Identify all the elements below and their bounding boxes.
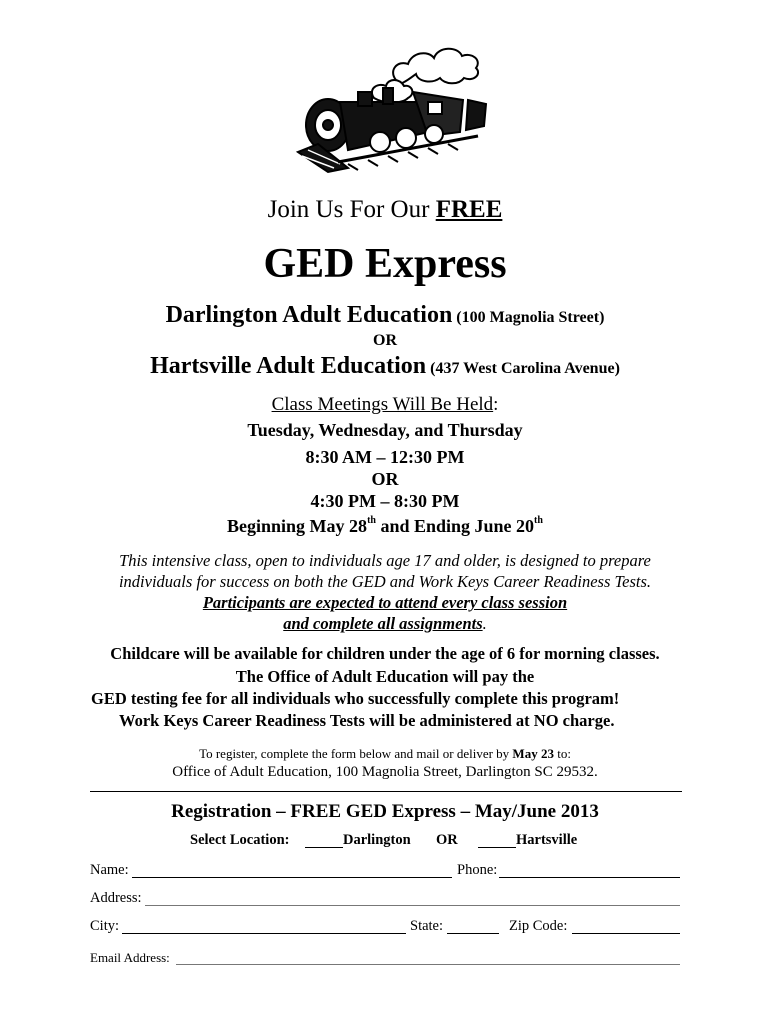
description-line-3: Participants are expected to attend every class session bbox=[202, 593, 568, 612]
work-keys-notice: Work Keys Career Readiness Tests will be administered at NO charge. bbox=[119, 711, 615, 730]
register-deadline: May 23 bbox=[512, 746, 554, 761]
darlington-name: Darlington Adult Education bbox=[165, 302, 453, 328]
description-line-4-text: and complete all assignments bbox=[283, 614, 483, 633]
hartsville-name: Hartsville Adult Education bbox=[150, 353, 427, 379]
schedule-evening: 4:30 PM – 8:30 PM bbox=[310, 491, 460, 511]
begin-date-suffix: th bbox=[367, 515, 376, 526]
schedule-or: OR bbox=[371, 469, 399, 489]
email-field[interactable] bbox=[176, 964, 680, 965]
page-title: GED Express bbox=[263, 241, 507, 287]
hartsville-checkbox-line[interactable] bbox=[478, 847, 516, 848]
description-line-4-end: . bbox=[482, 614, 487, 633]
schedule-heading-text: Class Meetings Will Be Held bbox=[271, 394, 494, 415]
join-line bbox=[0, 196, 770, 224]
name-field[interactable] bbox=[132, 877, 452, 878]
phone-label: Phone: bbox=[457, 862, 498, 878]
begin-date: Beginning May 28 bbox=[227, 516, 368, 536]
end-date-suffix: th bbox=[534, 515, 543, 526]
darlington-checkbox-line[interactable] bbox=[305, 847, 343, 848]
end-date: and Ending June 20 bbox=[375, 516, 535, 536]
register-instructions bbox=[0, 746, 770, 762]
darlington-address: (100 Magnolia Street) bbox=[456, 309, 605, 326]
schedule-heading bbox=[0, 394, 770, 416]
description-line-2: individuals for success on both the GED and Work Keys Career Readiness Tests. bbox=[118, 572, 652, 591]
select-location-label: Select Location: bbox=[190, 832, 290, 848]
darlington-location bbox=[0, 302, 770, 329]
phone-field[interactable] bbox=[499, 877, 680, 878]
register-suffix: to: bbox=[557, 746, 571, 761]
testing-fee-notice: GED testing fee for all individuals who successfully complete this program! bbox=[91, 689, 620, 708]
childcare-notice: Childcare will be available for children under the age of 6 for morning classes. bbox=[110, 644, 660, 663]
address-field[interactable] bbox=[145, 905, 680, 906]
zip-label: Zip Code: bbox=[509, 918, 568, 934]
form-divider bbox=[90, 791, 682, 792]
option-darlington[interactable]: Darlington bbox=[343, 832, 411, 848]
register-prefix: To register, complete the form below and mail or deliver by bbox=[199, 746, 510, 761]
name-label: Name: bbox=[90, 862, 129, 878]
email-label: Email Address: bbox=[90, 950, 170, 965]
description-line-1: This intensive class, open to individuals age 17 and older, is designed to prepare bbox=[119, 551, 651, 570]
join-prefix: Join Us For Our bbox=[267, 196, 430, 223]
free-emphasis: FREE bbox=[435, 196, 503, 223]
description-line-4 bbox=[0, 614, 770, 634]
location-or: OR bbox=[373, 332, 397, 349]
schedule-heading-colon: : bbox=[493, 394, 499, 415]
office-pay-notice: The Office of Adult Education will pay the bbox=[235, 667, 535, 686]
address-label: Address: bbox=[90, 890, 142, 906]
city-label: City: bbox=[90, 918, 120, 934]
option-hartsville[interactable]: Hartsville bbox=[516, 832, 578, 848]
state-label: State: bbox=[410, 918, 444, 934]
location-or-label: OR bbox=[436, 832, 458, 848]
form-title: Registration – FREE GED Express – May/June 2013 bbox=[171, 801, 599, 822]
hartsville-location bbox=[0, 353, 770, 380]
zip-field[interactable] bbox=[572, 933, 680, 934]
schedule-dates bbox=[0, 516, 770, 537]
state-field[interactable] bbox=[447, 933, 499, 934]
schedule-morning: 8:30 AM – 12:30 PM bbox=[305, 447, 465, 467]
hartsville-address: (437 West Carolina Avenue) bbox=[430, 360, 620, 377]
city-field[interactable] bbox=[122, 933, 406, 934]
register-address: Office of Adult Education, 100 Magnolia Street, Darlington SC 29532. bbox=[172, 764, 598, 780]
train-illustration bbox=[288, 40, 488, 180]
locomotive-icon bbox=[298, 88, 486, 172]
schedule-days: Tuesday, Wednesday, and Thursday bbox=[247, 420, 523, 440]
